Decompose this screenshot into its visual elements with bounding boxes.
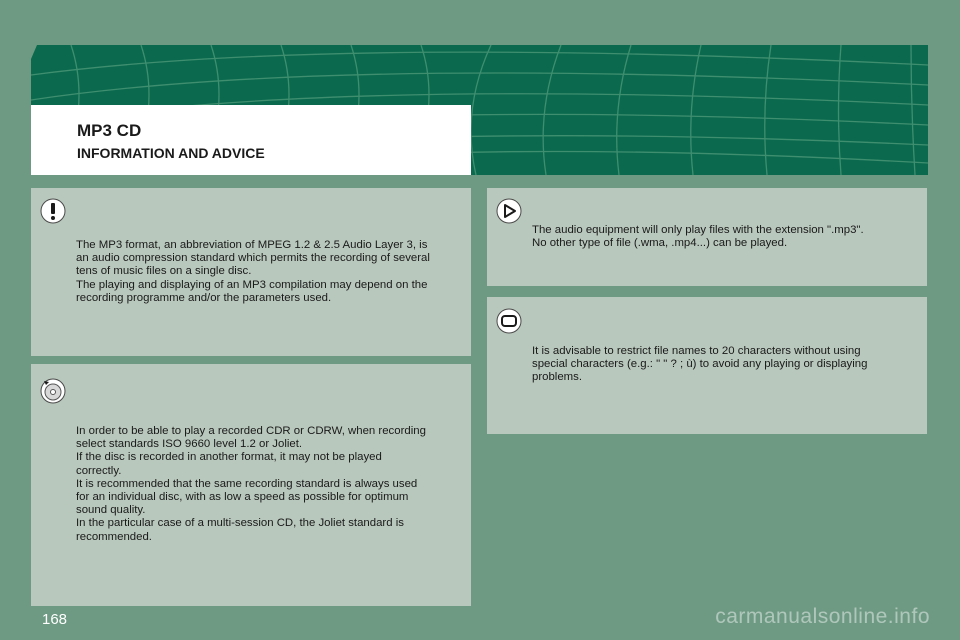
play-triangle-icon [496, 198, 522, 224]
play-info-panel [487, 188, 927, 286]
title-box [31, 105, 471, 175]
cd-disc-icon [40, 378, 66, 404]
advice-panel [487, 297, 927, 434]
page-title: MP3 CD [77, 121, 142, 140]
cd-recording-text: In order to be able to play a recorded CDR or CDRW, when recording select standards ISO 9660 level 1.2 or Joliet. If the disc is recorded in another format, it may not be played correctly. It is recommended that the same recording standard is always used for an individual disc, with as low a speed as possible for optimum sound quality. In the particular case of a multi-session CD, the Joliet standard is recommended. [76, 425, 426, 543]
warning-text: The MP3 format, an abbreviation of MPEG 1.2 & 2.5 Audio Layer 3, is an audio compression standard which permits the recording of several tens of music files on a single disc. The playing and displaying of an MP3 compilation may depend on the recording programme and/or the parameters used. [76, 239, 430, 304]
page-subtitle: INFORMATION AND ADVICE [77, 145, 265, 161]
cd-recording-panel [31, 364, 471, 606]
rounded-square-icon [496, 308, 522, 334]
warning-panel [31, 188, 471, 356]
advice-text: It is advisable to restrict file names to 20 characters without using special characters (e.g.: " " ? ; ù) to avoid any playing or displaying problems. [532, 345, 868, 384]
watermark: carmanualsonline.info [715, 605, 930, 628]
exclamation-icon [40, 198, 66, 224]
page-number: 168 [42, 611, 68, 628]
play-info-text: The audio equipment will only play files with the extension ".mp3". No other type of file (.wma, .mp4...) can be played. [532, 224, 864, 250]
